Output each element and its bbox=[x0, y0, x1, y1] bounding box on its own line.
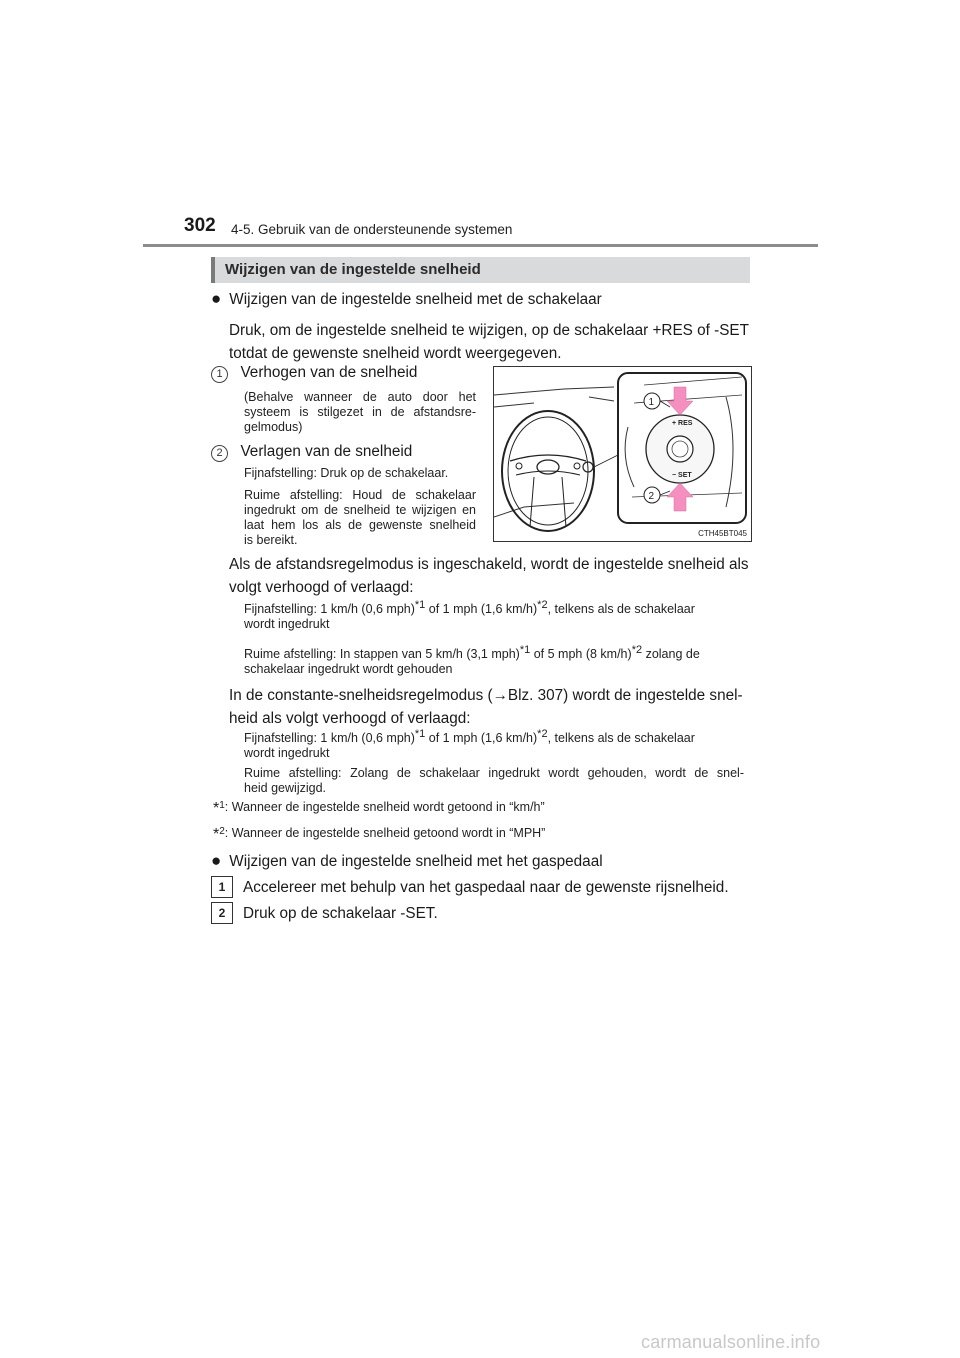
bullet-dot-icon: ● bbox=[211, 289, 222, 308]
constant-mode-paragraph bbox=[229, 684, 751, 730]
item-title-increase: Verhogen van de snelheid bbox=[240, 364, 418, 381]
bullet-heading-switch-text: Wijzigen van de ingestelde snelheid met de schakelaar bbox=[229, 291, 602, 308]
arrow-right-icon: → bbox=[492, 687, 508, 704]
text-run: of 5 mph (8 km/h) bbox=[530, 647, 632, 662]
list-item-decrease bbox=[211, 440, 412, 463]
figure-code: CTH45BT045 bbox=[698, 529, 747, 538]
footnote-ref-1: *1 bbox=[414, 728, 426, 740]
text-run: In de constante-snelheidsregelmodus ( bbox=[229, 687, 493, 704]
text-run: Ruime afstelling: In stappen van 5 km/h (3,1 mph) bbox=[244, 647, 520, 662]
footnote-number: 2 bbox=[219, 826, 225, 837]
text-run: zolang de bbox=[642, 647, 700, 662]
list-item-increase bbox=[211, 361, 417, 384]
figure-callout-2-text: 2 bbox=[648, 491, 655, 502]
bullet-dot-icon: ● bbox=[211, 851, 222, 870]
note-line: Ruime afstelling: Houd de schakelaar bbox=[244, 488, 476, 502]
header-rule bbox=[143, 244, 818, 247]
bullet-heading-pedal bbox=[211, 851, 603, 871]
page-reference[interactable]: Blz. 307) wordt de ingestelde snel- bbox=[507, 687, 743, 704]
footnote-text: : Wanneer de ingestelde snelheid wordt getoond in “km/h” bbox=[224, 800, 545, 814]
footnote-2 bbox=[213, 826, 545, 844]
note-line: gelmodus) bbox=[244, 420, 303, 434]
section-title-bar bbox=[211, 257, 750, 283]
constant-mode-line-2: heid als volgt verhoogd of verlaagd: bbox=[229, 710, 471, 727]
item-title-decrease: Verlagen van de snelheid bbox=[240, 443, 413, 460]
callout-number-2: 2 bbox=[211, 445, 228, 462]
constant-mode-fine bbox=[244, 727, 744, 761]
footnote-star: * bbox=[213, 800, 220, 817]
text-line: heid gewijzigd. bbox=[244, 781, 326, 795]
footnote-star: * bbox=[213, 826, 220, 843]
set-label: − SET bbox=[672, 472, 692, 479]
section-title: Wijzigen van de ingestelde snelheid bbox=[225, 261, 481, 278]
text-line: wordt ingedrukt bbox=[244, 746, 330, 761]
bullet-heading-pedal-text: Wijzigen van de ingestelde snelheid met het gaspedaal bbox=[229, 853, 603, 870]
watermark: carmanualsonline.info bbox=[641, 1332, 821, 1352]
distance-mode-fine bbox=[244, 598, 744, 632]
note-line: is bereikt. bbox=[244, 533, 298, 547]
section-bar-accent bbox=[211, 257, 215, 283]
constant-mode-line-1 bbox=[229, 684, 751, 707]
item-note-increase bbox=[244, 390, 476, 435]
intro-line-2: totdat de gewenste snelheid wordt weergegeven. bbox=[229, 345, 562, 362]
text-run: of 1 mph (1,6 km/h) bbox=[425, 602, 538, 617]
item-coarse-decrease bbox=[244, 488, 476, 548]
steering-wheel-illustration bbox=[494, 367, 751, 541]
res-label: + RES bbox=[672, 420, 693, 427]
figure-callout-1-text: 1 bbox=[648, 397, 655, 408]
intro-line-1: Druk, om de ingestelde snelheid te wijzigen, op de schakelaar +RES of -SET bbox=[229, 322, 749, 339]
footnote-text: : Wanneer de ingestelde snelheid getoond wordt in “MPH” bbox=[224, 826, 546, 840]
steering-switch-figure bbox=[493, 366, 752, 542]
distance-mode-paragraph bbox=[229, 553, 751, 599]
footnote-ref-1: *1 bbox=[519, 644, 531, 656]
note-line: laat hem los als de gewenste snelheid bbox=[244, 518, 476, 532]
item-fine-decrease: Fijnafstelling: Druk op de schakelaar. bbox=[244, 466, 449, 480]
text-run: Fijnafstelling: 1 km/h (0,6 mph) bbox=[244, 602, 415, 617]
step-number-1: 1 bbox=[211, 876, 233, 898]
constant-mode-coarse bbox=[244, 766, 744, 796]
footnote-ref-2: *2 bbox=[537, 728, 548, 740]
note-line: systeem is stilgezet in de afstandsre- bbox=[244, 405, 476, 419]
text-run: , telkens als de schakelaar bbox=[547, 602, 695, 617]
footnote-number: 1 bbox=[219, 800, 225, 811]
callout-number-1: 1 bbox=[211, 366, 228, 383]
running-header: 4-5. Gebruik van de ondersteunende systemen bbox=[231, 222, 513, 237]
footnote-ref-1: *1 bbox=[414, 599, 426, 611]
text-line: Ruime afstelling: Zolang de schakelaar ingedrukt wordt gehouden, wordt de snel- bbox=[244, 766, 744, 780]
note-line: (Behalve wanneer de auto door het bbox=[244, 390, 476, 404]
step-text-2: Druk op de schakelaar -SET. bbox=[243, 905, 438, 922]
text-run: of 1 mph (1,6 km/h) bbox=[425, 731, 538, 746]
footnote-ref-2: *2 bbox=[537, 599, 548, 611]
page-number: 302 bbox=[184, 215, 216, 236]
text-line: wordt ingedrukt bbox=[244, 617, 330, 632]
footnote-1 bbox=[213, 800, 545, 818]
step-text-1: Accelereer met behulp van het gaspedaal naar de gewenste rijsnelheid. bbox=[243, 879, 729, 896]
text-line: schakelaar ingedrukt wordt gehouden bbox=[244, 662, 453, 677]
footnote-ref-2: *2 bbox=[631, 644, 643, 656]
step-number-2: 2 bbox=[211, 902, 233, 924]
text-run: , telkens als de schakelaar bbox=[547, 731, 695, 746]
distance-mode-line-1: Als de afstandsregelmodus is ingeschakeld, wordt de ingestelde snelheid als bbox=[229, 556, 749, 573]
distance-mode-coarse bbox=[244, 643, 744, 677]
intro-paragraph bbox=[229, 319, 751, 365]
bullet-heading-switch bbox=[211, 289, 602, 309]
text-run: Fijnafstelling: 1 km/h (0,6 mph) bbox=[244, 731, 415, 746]
note-line: ingedrukt om de snelheid te wijzigen en bbox=[244, 503, 476, 517]
distance-mode-line-2: volgt verhoogd of verlaagd: bbox=[229, 579, 414, 596]
